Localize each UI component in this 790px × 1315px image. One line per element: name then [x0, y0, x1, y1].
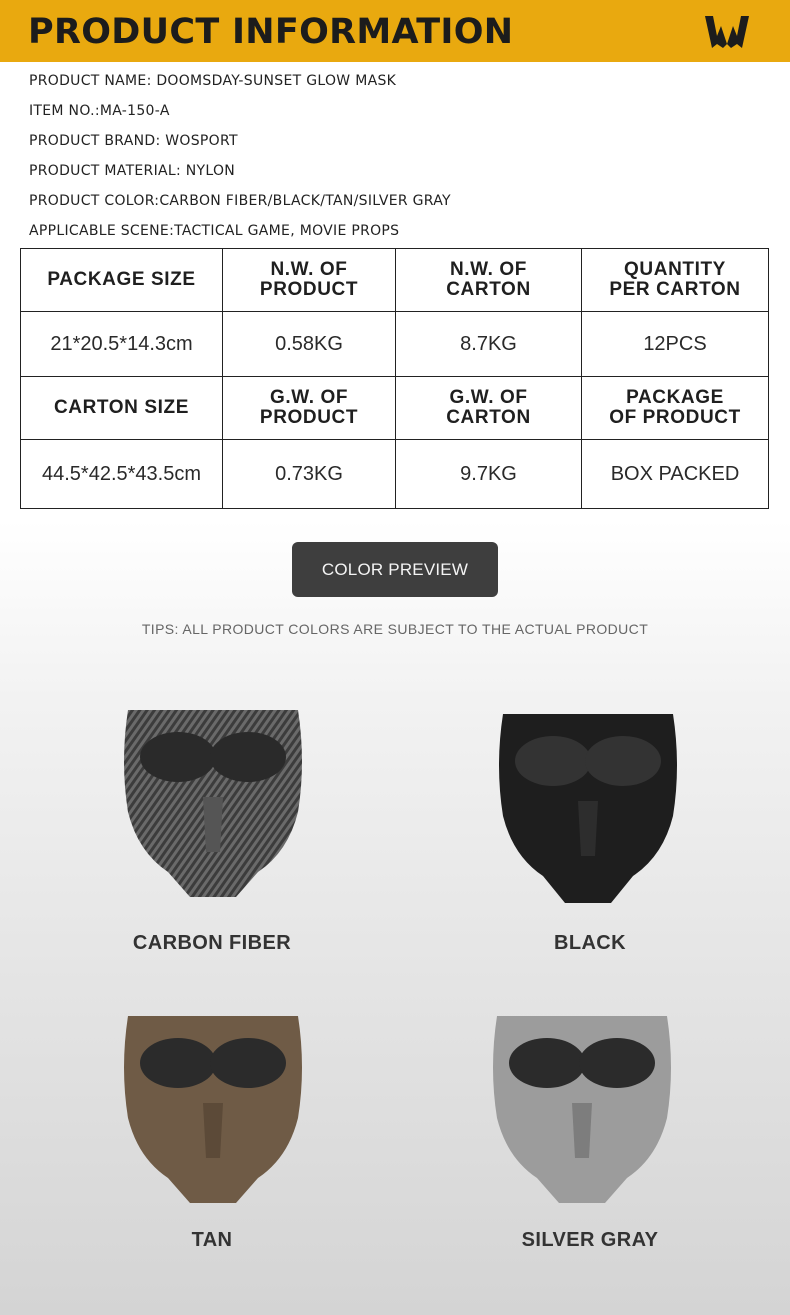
table-value-row — [21, 440, 769, 509]
info-product-color: PRODUCT COLOR:CARBON FIBER/BLACK/TAN/SILVER GRAY — [29, 193, 451, 209]
spec-table — [20, 248, 769, 509]
header-nw-carton: N.W. OF CARTON — [396, 249, 582, 312]
table-header-row — [21, 249, 769, 312]
color-label-tan: TAN — [191, 1229, 233, 1251]
value-gw-product: 0.73KG — [223, 440, 396, 509]
header-package-of-product: PACKAGE OF PRODUCT — [582, 377, 769, 440]
tips-text: TIPS: ALL PRODUCT COLORS ARE SUBJECT TO THE ACTUAL PRODUCT — [141, 621, 649, 637]
info-product-name: PRODUCT NAME: DOOMSDAY-SUNSET GLOW MASK — [29, 73, 397, 89]
info-product-brand: PRODUCT BRAND: WOSPORT — [29, 133, 238, 149]
info-product-material: PRODUCT MATERIAL: NYLON — [29, 163, 236, 179]
header-gw-carton: G.W. OF CARTON — [396, 377, 582, 440]
value-nw-carton: 8.7KG — [396, 312, 582, 377]
header-carton-size: CARTON SIZE — [21, 377, 223, 440]
table-value-row — [21, 312, 769, 377]
header-bar — [0, 0, 790, 62]
value-gw-carton: 9.7KG — [396, 440, 582, 509]
header-gw-product: G.W. OF PRODUCT — [223, 377, 396, 440]
color-preview-button[interactable]: COLOR PREVIEW — [292, 542, 498, 597]
black-mask-icon — [493, 706, 683, 911]
value-package-size: 21*20.5*14.3cm — [21, 312, 223, 377]
value-quantity-per-carton: 12PCS — [582, 312, 769, 377]
value-carton-size: 44.5*42.5*43.5cm — [21, 440, 223, 509]
value-package-of-product: BOX PACKED — [582, 440, 769, 509]
header-quantity-per-carton: QUANTITY PER CARTON — [582, 249, 769, 312]
brand-logo-icon — [703, 14, 751, 50]
color-label-black: BLACK — [554, 932, 626, 954]
info-applicable-scene: APPLICABLE SCENE:TACTICAL GAME, MOVIE PROPS — [29, 223, 400, 239]
info-item-no: ITEM NO.:MA-150-A — [29, 103, 170, 119]
color-label-carbon-fiber: CARBON FIBER — [132, 932, 292, 954]
value-nw-product: 0.58KG — [223, 312, 396, 377]
page-title: PRODUCT INFORMATION — [28, 12, 514, 52]
carbon-fiber-mask-icon — [118, 702, 308, 907]
header-nw-product: N.W. OF PRODUCT — [223, 249, 396, 312]
color-label-silver-gray: SILVER GRAY — [521, 1229, 659, 1251]
table-header-row — [21, 377, 769, 440]
header-package-size: PACKAGE SIZE — [21, 249, 223, 312]
tan-mask-icon — [118, 1008, 308, 1213]
silver-gray-mask-icon — [487, 1008, 677, 1213]
